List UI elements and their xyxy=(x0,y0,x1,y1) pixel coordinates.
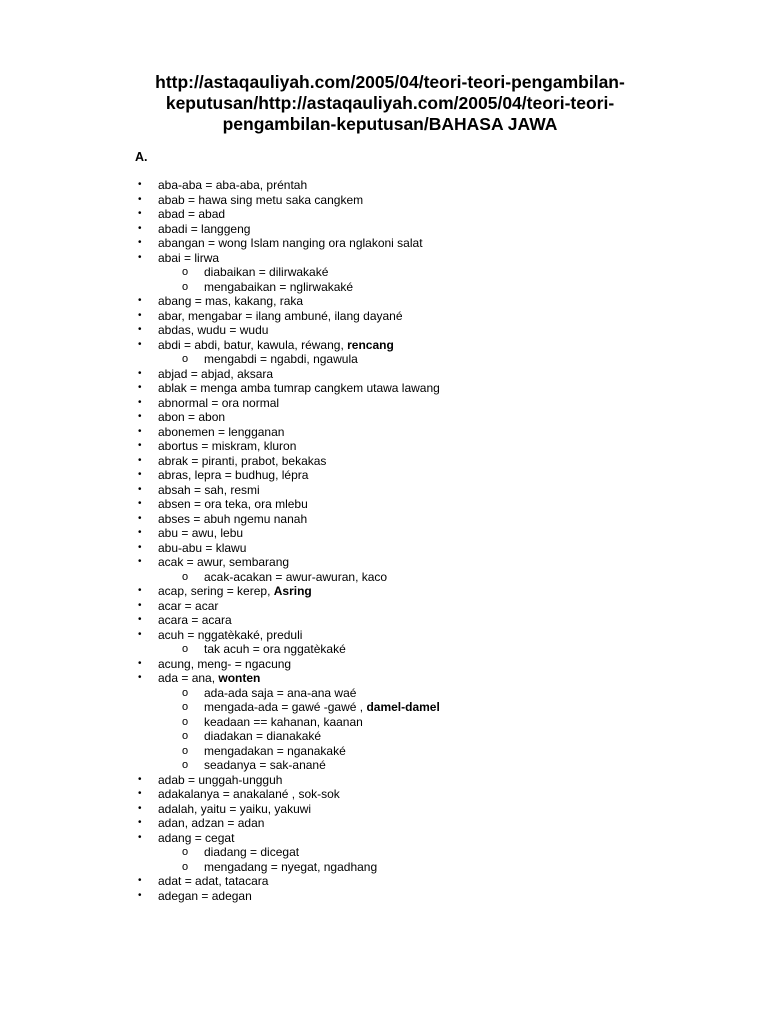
entry-text xyxy=(158,367,273,382)
list-item xyxy=(0,454,768,469)
entry-definition: mengadang = nyegat, ngadhang xyxy=(204,859,378,874)
title-line: keputusan/http://astaqauliyah.com/2005/04/teori-teori- xyxy=(165,93,615,113)
list-item xyxy=(0,309,768,324)
entry-text xyxy=(158,831,234,846)
list-item xyxy=(0,802,768,817)
entry-text xyxy=(158,874,268,889)
list-item xyxy=(0,512,768,527)
entry-definition: adab = unggah-ungguh xyxy=(158,772,283,787)
sub-list-item xyxy=(0,758,768,773)
entry-text xyxy=(204,758,326,773)
entry-bold-term: wonten xyxy=(218,671,261,685)
entry-definition: abon = abon xyxy=(158,410,226,424)
entry-text xyxy=(158,628,302,643)
list-item xyxy=(0,657,768,672)
sub-bullet-icon: o xyxy=(182,686,189,699)
entry-definition: abonemen = lengganan xyxy=(158,424,285,439)
bullet-icon: • xyxy=(138,251,142,263)
bullet-icon: • xyxy=(138,324,142,335)
entry-definition: acung, meng- = ngacung xyxy=(158,656,292,671)
entry-text xyxy=(158,555,289,570)
entry-text xyxy=(158,468,308,483)
sub-list-item xyxy=(0,744,768,759)
bullet-icon: • xyxy=(138,672,142,683)
entry-text xyxy=(158,657,291,672)
entry-text xyxy=(158,222,250,237)
list-item xyxy=(0,497,768,512)
list-item xyxy=(0,874,768,889)
bullet-icon: • xyxy=(138,222,142,234)
document-title xyxy=(100,72,680,135)
entry-definition: abjad = abjad, aksara xyxy=(158,366,274,381)
list-item xyxy=(0,439,768,454)
entry-text xyxy=(158,671,260,686)
list-item xyxy=(0,555,768,570)
entry-text xyxy=(158,787,340,802)
entry-definition: abras, lepra = budhug, lépra xyxy=(158,468,309,482)
entry-text xyxy=(158,251,219,266)
bullet-icon: • xyxy=(138,657,142,669)
sub-bullet-icon: o xyxy=(182,759,189,771)
entry-bold-term: rencang xyxy=(347,337,394,352)
bullet-icon: • xyxy=(138,396,142,408)
bullet-icon: • xyxy=(138,338,142,350)
entry-definition: abar, mengabar = ilang ambuné, ilang dayané xyxy=(158,308,403,323)
list-item xyxy=(0,787,768,802)
sub-bullet-icon: o xyxy=(182,715,189,728)
bullet-icon: • xyxy=(138,411,142,422)
entry-definition: adang = cegat xyxy=(158,830,235,845)
sub-bullet-icon: o xyxy=(182,643,189,655)
entry-text xyxy=(158,816,264,831)
entry-definition: abdi = abdi, batur, kawula, réwang, xyxy=(158,337,348,352)
list-item xyxy=(0,816,768,831)
sub-list-item xyxy=(0,715,768,730)
entry-definition: mengabdi = ngabdi, ngawula xyxy=(204,352,358,366)
sub-bullet-icon: o xyxy=(182,353,189,365)
entry-definition: keadaan == kahanan, kaanan xyxy=(204,714,363,729)
bullet-icon: • xyxy=(138,469,142,480)
bullet-icon: • xyxy=(138,773,142,785)
entry-definition: diadakan = dianakaké xyxy=(204,729,322,743)
sub-list-item xyxy=(0,265,768,280)
entry-text xyxy=(158,323,268,338)
entry-text xyxy=(204,570,387,585)
entry-definition: adat = adat, tatacara xyxy=(158,874,269,888)
sub-list-item xyxy=(0,280,768,295)
entry-text xyxy=(158,236,423,251)
title-line: http://astaqauliyah.com/2005/04/teori-teori-pengambilan- xyxy=(155,72,625,92)
bullet-icon: • xyxy=(138,875,142,886)
entry-text xyxy=(158,599,218,614)
entry-text xyxy=(204,729,321,744)
entry-text xyxy=(158,613,232,628)
sub-bullet-icon: o xyxy=(182,280,189,293)
list-item xyxy=(0,831,768,846)
bullet-icon: • xyxy=(138,889,142,901)
list-item xyxy=(0,628,768,643)
bullet-icon: • xyxy=(138,309,142,321)
entry-definition: abai = lirwa xyxy=(158,250,220,265)
entry-text xyxy=(158,381,440,396)
entry-definition: mengadakan = nganakaké xyxy=(204,743,346,758)
entry-text xyxy=(204,686,356,701)
entry-bold-term: damel-damel xyxy=(366,700,440,714)
entry-definition: abnormal = ora normal xyxy=(158,395,280,410)
entry-definition: acak = awur, sembarang xyxy=(158,555,290,569)
bullet-icon: • xyxy=(138,556,142,567)
list-item xyxy=(0,178,768,193)
bullet-icon: • xyxy=(138,295,142,306)
list-item xyxy=(0,410,768,425)
bullet-icon: • xyxy=(138,193,142,205)
entry-text xyxy=(158,309,403,324)
sub-list-item xyxy=(0,845,768,860)
entry-text xyxy=(204,700,440,715)
entry-definition: abangan = wong Islam nanging ora nglakoni salat xyxy=(158,236,423,250)
entry-bold-term: Asring xyxy=(273,584,312,598)
entry-definition: acak-acakan = awur-awuran, kaco xyxy=(204,569,388,584)
entry-text xyxy=(158,193,363,208)
entry-text xyxy=(158,178,307,193)
entry-definition: abdas, wudu = wudu xyxy=(158,323,269,337)
entry-text xyxy=(158,512,307,527)
entry-definition: diabaikan = dilirwakaké xyxy=(204,265,329,279)
sub-list-item xyxy=(0,729,768,744)
entry-definition: abang = mas, kakang, raka xyxy=(158,294,304,308)
entry-definition: seadanya = sak-anané xyxy=(204,758,326,772)
bullet-icon: • xyxy=(138,541,142,553)
entry-definition: ada = ana, xyxy=(158,671,219,685)
entry-text xyxy=(158,439,296,454)
entry-definition: adakalanya = anakalané , sok-sok xyxy=(158,787,340,801)
bullet-icon: • xyxy=(138,527,142,538)
entry-definition: absah = sah, resmi xyxy=(158,482,260,497)
entry-text xyxy=(158,207,225,222)
list-item xyxy=(0,483,768,498)
entry-text xyxy=(204,860,377,875)
bullet-icon: • xyxy=(138,817,142,828)
entry-definition: mengabaikan = nglirwakaké xyxy=(204,279,354,294)
entry-definition: abses = abuh ngemu nanah xyxy=(158,511,308,526)
entry-text xyxy=(204,280,353,295)
bullet-icon: • xyxy=(138,512,142,524)
entry-text xyxy=(158,483,260,498)
entry-text xyxy=(204,642,346,657)
sub-list-item xyxy=(0,642,768,657)
entry-definition: ablak = menga amba tumrap cangkem utawa lawang xyxy=(158,381,440,395)
entry-text xyxy=(158,294,303,309)
sub-bullet-icon: o xyxy=(182,266,189,278)
entry-definition: diadang = dicegat xyxy=(204,845,300,859)
entry-definition: abrak = piranti, prabot, bekakas xyxy=(158,453,327,468)
sub-bullet-icon: o xyxy=(182,701,189,713)
sub-bullet-icon: o xyxy=(182,730,189,742)
entry-text xyxy=(158,410,225,425)
list-item xyxy=(0,381,768,396)
sub-list-item xyxy=(0,570,768,585)
bullet-icon: • xyxy=(138,614,142,625)
sub-bullet-icon: o xyxy=(182,846,189,858)
list-item xyxy=(0,367,768,382)
list-item xyxy=(0,773,768,788)
bullet-icon: • xyxy=(138,237,142,248)
bullet-icon: • xyxy=(138,831,142,843)
bullet-icon: • xyxy=(138,483,142,495)
list-item xyxy=(0,193,768,208)
title-line: pengambilan-keputusan/BAHASA JAWA xyxy=(222,114,558,134)
entry-text xyxy=(158,541,246,556)
list-item xyxy=(0,222,768,237)
glossary-list xyxy=(0,178,768,903)
entry-text xyxy=(204,715,363,730)
entry-text xyxy=(158,338,394,353)
list-item xyxy=(0,584,768,599)
entry-text xyxy=(204,265,328,280)
bullet-icon: • xyxy=(138,802,142,814)
entry-definition: mengada-ada = gawé -gawé , xyxy=(204,700,367,714)
sub-list-item xyxy=(0,860,768,875)
entry-definition: acuh = nggatèkaké, preduli xyxy=(158,627,303,642)
entry-definition: adalah, yaitu = yaiku, yakuwi xyxy=(158,801,312,816)
sub-bullet-icon: o xyxy=(182,860,189,873)
list-item xyxy=(0,338,768,353)
entry-text xyxy=(158,889,252,904)
entry-text xyxy=(158,454,326,469)
bullet-icon: • xyxy=(138,788,142,799)
bullet-icon: • xyxy=(138,208,142,219)
entry-definition: absen = ora teka, ora mlebu xyxy=(158,497,308,511)
entry-definition: adegan = adegan xyxy=(158,888,252,903)
entry-text xyxy=(158,773,282,788)
entry-text xyxy=(204,352,358,367)
entry-definition: acap, sering = kerep, xyxy=(158,584,274,598)
entry-text xyxy=(204,845,299,860)
entry-text xyxy=(158,396,279,411)
entry-definition: tak acuh = ora nggatèkaké xyxy=(204,642,346,656)
list-item xyxy=(0,323,768,338)
entry-definition: acar = acar xyxy=(158,598,219,613)
list-item xyxy=(0,251,768,266)
entry-definition: abu = awu, lebu xyxy=(158,526,244,540)
entry-text xyxy=(204,744,346,759)
list-item xyxy=(0,889,768,904)
bullet-icon: • xyxy=(138,628,142,640)
entry-text xyxy=(158,497,308,512)
bullet-icon: • xyxy=(138,425,142,437)
list-item xyxy=(0,294,768,309)
bullet-icon: • xyxy=(138,498,142,509)
entry-text xyxy=(158,584,312,599)
entry-text xyxy=(158,802,311,817)
entry-definition: abortus = miskram, kluron xyxy=(158,439,297,453)
list-item xyxy=(0,396,768,411)
list-item xyxy=(0,541,768,556)
entry-definition: abu-abu = klawu xyxy=(158,540,247,555)
entry-definition: abab = hawa sing metu saka cangkem xyxy=(158,192,364,207)
list-item xyxy=(0,425,768,440)
entry-definition: adan, adzan = adan xyxy=(158,816,265,830)
bullet-icon: • xyxy=(138,440,142,451)
bullet-icon: • xyxy=(138,454,142,466)
bullet-icon: • xyxy=(138,599,142,611)
entry-text xyxy=(158,425,284,440)
entry-definition: aba-aba = aba-aba, préntah xyxy=(158,178,308,192)
bullet-icon: • xyxy=(138,382,142,393)
list-item xyxy=(0,671,768,686)
entry-definition: ada-ada saja = ana-ana waé xyxy=(204,685,357,700)
sub-list-item xyxy=(0,352,768,367)
list-item xyxy=(0,613,768,628)
entry-definition: abadi = langgeng xyxy=(158,221,251,236)
bullet-icon: • xyxy=(138,367,142,379)
entry-definition: acara = acara xyxy=(158,613,232,627)
entry-definition: abad = abad xyxy=(158,207,226,221)
sub-list-item xyxy=(0,686,768,701)
list-item xyxy=(0,207,768,222)
sub-bullet-icon: o xyxy=(182,744,189,757)
sub-bullet-icon: o xyxy=(182,570,189,583)
entry-text xyxy=(158,526,243,541)
sub-list-item xyxy=(0,700,768,715)
list-item xyxy=(0,599,768,614)
section-label: A. xyxy=(135,150,148,164)
list-item xyxy=(0,468,768,483)
list-item xyxy=(0,236,768,251)
list-item xyxy=(0,526,768,541)
bullet-icon: • xyxy=(138,179,142,190)
bullet-icon: • xyxy=(138,585,142,596)
